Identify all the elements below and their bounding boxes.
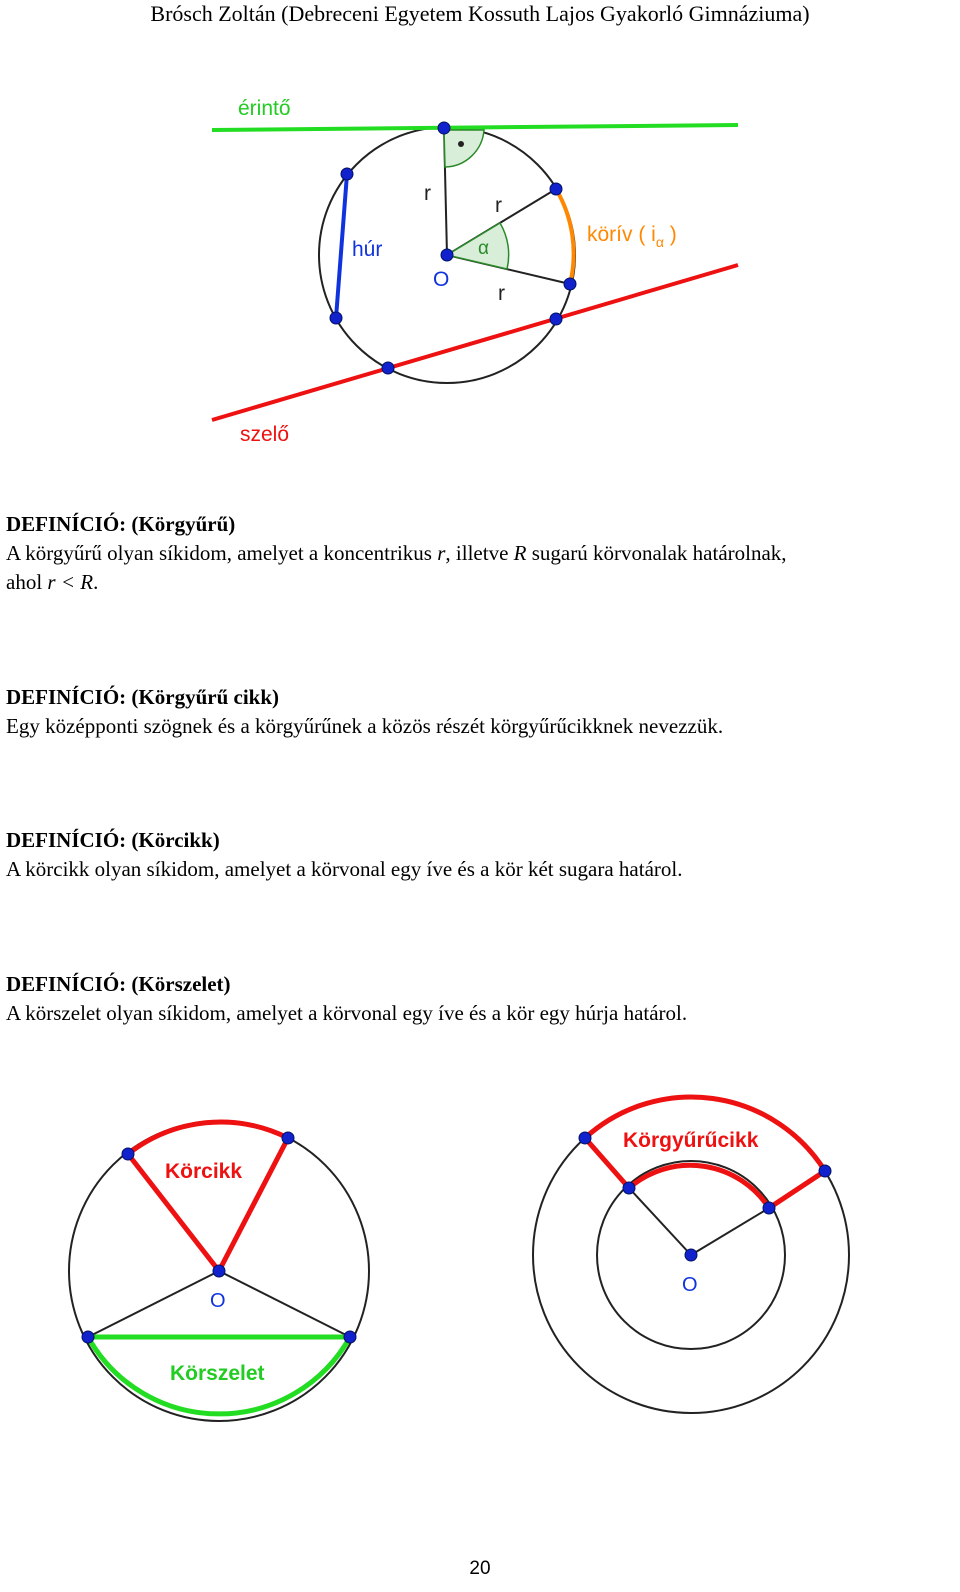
sector-radius — [219, 1138, 288, 1271]
annulus-inner-arc — [629, 1165, 769, 1208]
definition-title: DEFINÍCIÓ: (Körcikk) — [6, 828, 220, 852]
center-point — [213, 1265, 225, 1277]
segment-point — [344, 1331, 356, 1343]
definition-korcikk — [6, 826, 956, 884]
page-number: 20 — [469, 1558, 491, 1579]
right-angle-dot — [458, 141, 464, 147]
chord-point — [341, 168, 353, 180]
arc — [556, 189, 574, 284]
definition-title: DEFINÍCIÓ: (Körgyűrű) — [6, 512, 236, 536]
annulus-point — [623, 1182, 635, 1194]
definition-title: DEFINÍCIÓ: (Körszelet) — [6, 972, 231, 996]
chord-line — [336, 174, 347, 318]
secant-point — [550, 313, 562, 325]
angle-label: α — [478, 238, 489, 259]
sector-point — [122, 1148, 134, 1160]
center-label: O — [210, 1290, 226, 1312]
center-label: O — [433, 268, 450, 291]
center-point — [441, 249, 453, 261]
sector-arc — [128, 1122, 288, 1154]
annulus-point — [819, 1165, 831, 1177]
sector-segment-figure — [0, 1080, 960, 1440]
chord-label: húr — [352, 238, 383, 261]
center-point — [685, 1249, 697, 1261]
arc-point — [564, 278, 576, 290]
definition-title: DEFINÍCIÓ: (Körgyűrű cikk) — [6, 685, 280, 709]
definition-text: Egy középponti szögnek és a körgyűrűnek a közös részét körgyűrűcikknek nevezzük. — [6, 714, 724, 738]
radius-line — [629, 1188, 691, 1255]
sector-label: Körcikk — [165, 1160, 243, 1183]
annulus-side — [769, 1171, 825, 1208]
arc-label: körív ( $i_\alpha$ ) — [587, 223, 677, 250]
radius-line — [691, 1208, 769, 1255]
definition-korszelet — [6, 970, 956, 1028]
definition-korgyurucikk — [6, 683, 956, 741]
tangent-point — [438, 122, 450, 134]
annulus-sector-label: Körgyűrűcikk — [623, 1129, 759, 1152]
secant-point — [382, 362, 394, 374]
annulus-point — [763, 1202, 775, 1214]
center-label: O — [682, 1274, 698, 1296]
secant-line — [212, 265, 738, 420]
segment-point — [82, 1331, 94, 1343]
radius-line — [88, 1271, 219, 1337]
segment-label: Körszelet — [170, 1362, 265, 1385]
secant-label: szelő — [240, 423, 290, 446]
definition-text: A körszelet olyan síkidom, amelyet a körvonal egy íve és a kör egy húrja határol. — [6, 1001, 688, 1025]
circle-parts-figure — [0, 60, 960, 460]
right-angle-marker — [444, 130, 484, 167]
arc-point — [550, 183, 562, 195]
definition-korgyuru — [6, 510, 956, 597]
definition-text: A körgyűrű olyan síkidom, amelyet a koncentrikus r, illetve R sugarú körvonalak határolnak, ahol r < R. — [6, 541, 787, 594]
radius-line — [219, 1271, 350, 1337]
page-header: Brósch Zoltán (Debreceni Egyetem Kossuth Lajos Gyakorló Gimnáziuma) — [150, 1, 810, 26]
tangent-label: érintő — [238, 97, 291, 120]
radius-label: r — [498, 282, 505, 305]
sector-point — [282, 1132, 294, 1144]
annulus-point — [579, 1132, 591, 1144]
radius-label: r — [495, 194, 502, 217]
radius-label: r — [424, 182, 431, 205]
definition-text: A körcikk olyan síkidom, amelyet a körvonal egy íve és a kör két sugara határol. — [6, 857, 683, 881]
chord-point — [330, 312, 342, 324]
